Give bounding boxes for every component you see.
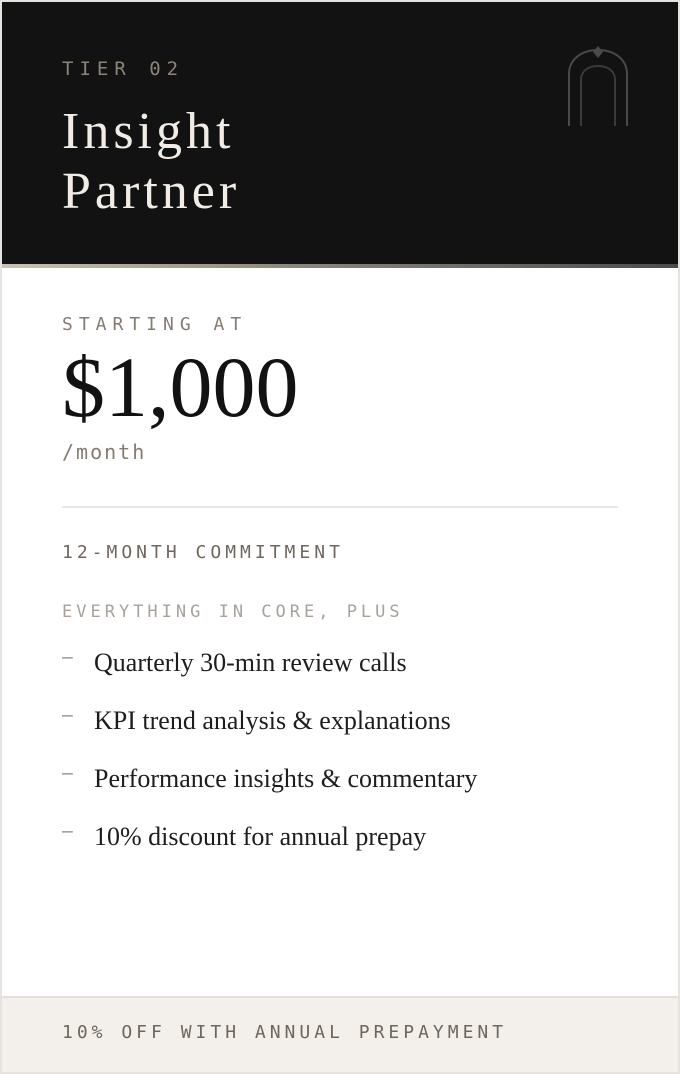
starting-at-label: STARTING AT [62, 314, 248, 335]
prepay-footer [2, 996, 678, 1072]
card-header [2, 2, 678, 264]
feature-item [62, 706, 622, 764]
dash-icon: – [62, 647, 73, 668]
dash-icon: – [62, 705, 73, 726]
tier-label: TIER 02 [62, 58, 185, 80]
feature-item [62, 648, 622, 706]
tier-title-line-2: Partner [62, 163, 241, 220]
price-value: $1,000 [62, 339, 299, 435]
feature-text: Quarterly 30-min review calls [94, 648, 407, 677]
dash-icon: – [62, 821, 73, 842]
feature-text: 10% discount for annual prepay [94, 822, 427, 851]
price-period: /month [62, 440, 147, 464]
prepay-note: 10% OFF WITH ANNUAL PREPAYMENT [62, 1022, 508, 1043]
includes-label: EVERYTHING IN CORE, PLUS [62, 602, 404, 622]
feature-text: KPI trend analysis & explanations [94, 706, 451, 735]
section-divider [62, 506, 618, 508]
header-accent-rule [2, 264, 678, 268]
feature-text: Performance insights & commentary [94, 764, 478, 793]
arch-icon [566, 46, 630, 128]
feature-item [62, 764, 622, 822]
feature-item [62, 822, 622, 880]
dash-icon: – [62, 763, 73, 784]
tier-title [62, 102, 240, 222]
feature-list [62, 648, 622, 880]
commitment-label: 12-MONTH COMMITMENT [62, 542, 344, 563]
tier-title-line-1: Insight [62, 103, 235, 160]
